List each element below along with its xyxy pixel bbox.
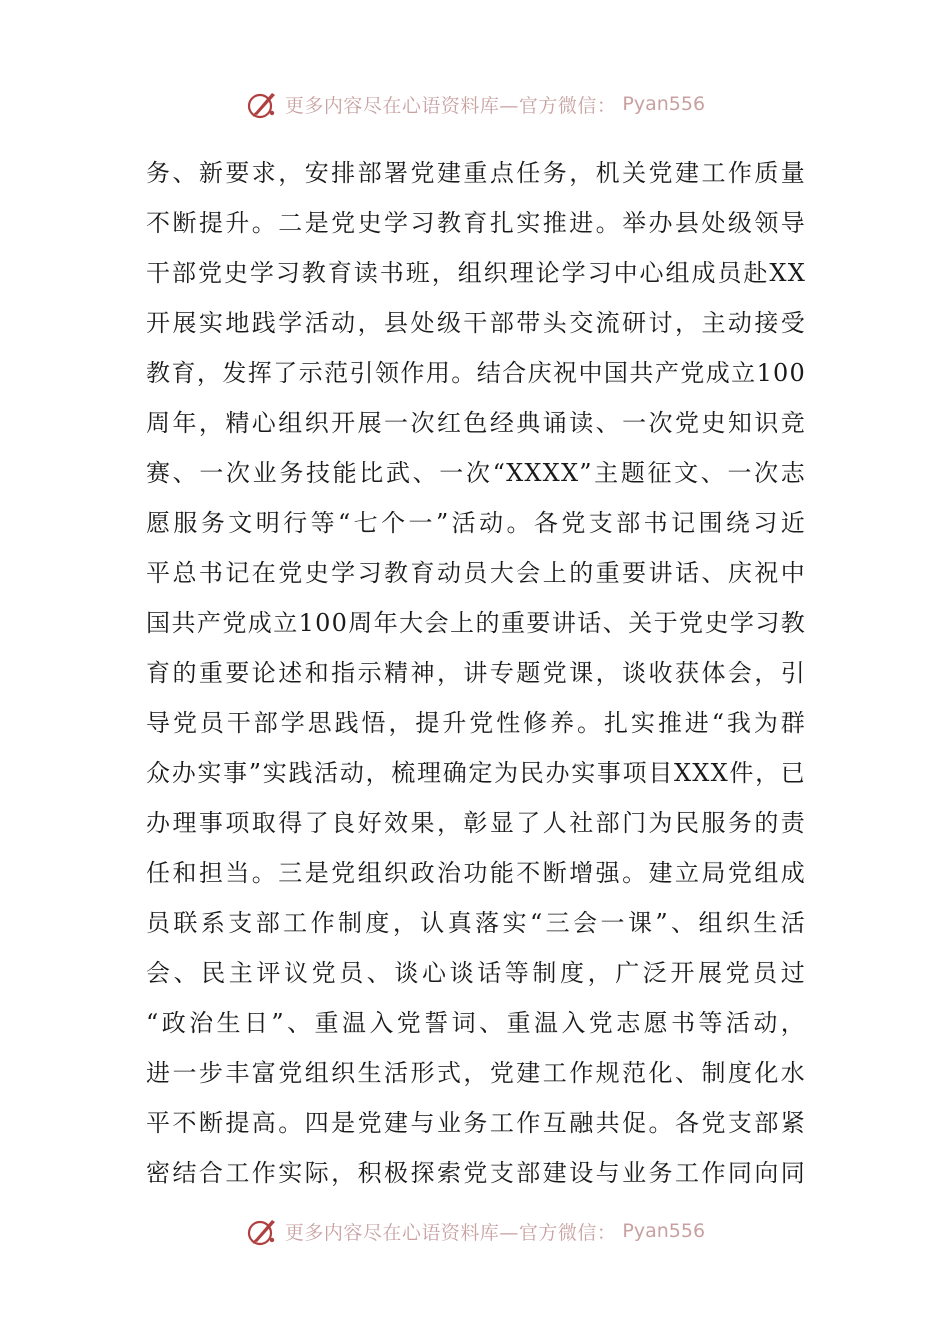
text-line: 导党员干部学思践悟，提升党性修养。扎实推进“我为群: [146, 709, 806, 737]
banner-wechat-handle: Pyan556: [622, 93, 706, 115]
banner-wechat-handle: Pyan556: [622, 1220, 706, 1242]
text-line: 周年，精心组织开展一次红色经典诵读、一次党史知识竞: [146, 409, 806, 437]
banner-text: 更多内容尽在心语资料库—官方微信：: [284, 1221, 617, 1244]
banner-text: 更多内容尽在心语资料库—官方微信：: [284, 94, 617, 117]
text-line: “政治生日”、重温入党誓词、重温入党志愿书等活动，: [146, 1009, 806, 1037]
text-line: 平总书记在党史学习教育动员大会上的重要讲话、庆祝中: [146, 559, 806, 587]
text-line: 开展实地践学活动，县处级干部带头交流研讨，主动接受: [146, 309, 806, 337]
text-line: 务、新要求，安排部署党建重点任务，机关党建工作质量: [146, 159, 806, 187]
document-body: [146, 148, 806, 1198]
text-line: 国共产党成立100周年大会上的重要讲话、关于党史学习教: [146, 609, 806, 637]
banner-content: [245, 1214, 705, 1248]
text-line: 任和担当。三是党组织政治功能不断增强。建立局党组成: [146, 859, 806, 887]
text-line: 员联系支部工作制度，认真落实“三会一课”、组织生活: [146, 909, 806, 937]
text-line: 教育，发挥了示范引领作用。结合庆祝中国共产党成立100: [146, 359, 806, 387]
text-line: 干部党史学习教育读书班，组织理论学习中心组成员赴XX: [146, 259, 806, 287]
text-line: 办理事项取得了良好效果，彰显了人社部门为民服务的责: [146, 809, 806, 837]
text-line: 会、民主评议党员、谈心谈话等制度，广泛开展党员过: [146, 959, 806, 987]
text-line: 育的重要论述和指示精神，讲专题党课，谈收获体会，引: [146, 659, 806, 687]
text-line: 众办实事”实践活动，梳理确定为民办实事项目XXX件，已: [146, 759, 806, 787]
header-watermark-banner: [0, 84, 950, 124]
banner-content: [245, 87, 705, 121]
quill-pen-circle-icon: [245, 1214, 279, 1248]
text-line: 密结合工作实际，积极探索党支部建设与业务工作同向同: [146, 1159, 806, 1187]
text-line: 进一步丰富党组织生活形式，党建工作规范化、制度化水: [146, 1059, 806, 1087]
text-line: 不断提升。二是党史学习教育扎实推进。举办县处级领导: [146, 209, 806, 237]
quill-pen-circle-icon: [245, 87, 279, 121]
text-line: 愿服务文明行等“七个一”活动。各党支部书记围绕习近: [146, 509, 806, 537]
text-line: 赛、一次业务技能比武、一次“XXXX”主题征文、一次志: [146, 459, 806, 487]
text-line: 平不断提高。四是党建与业务工作互融共促。各党支部紧: [146, 1109, 806, 1137]
footer-watermark-banner: [0, 1211, 950, 1251]
